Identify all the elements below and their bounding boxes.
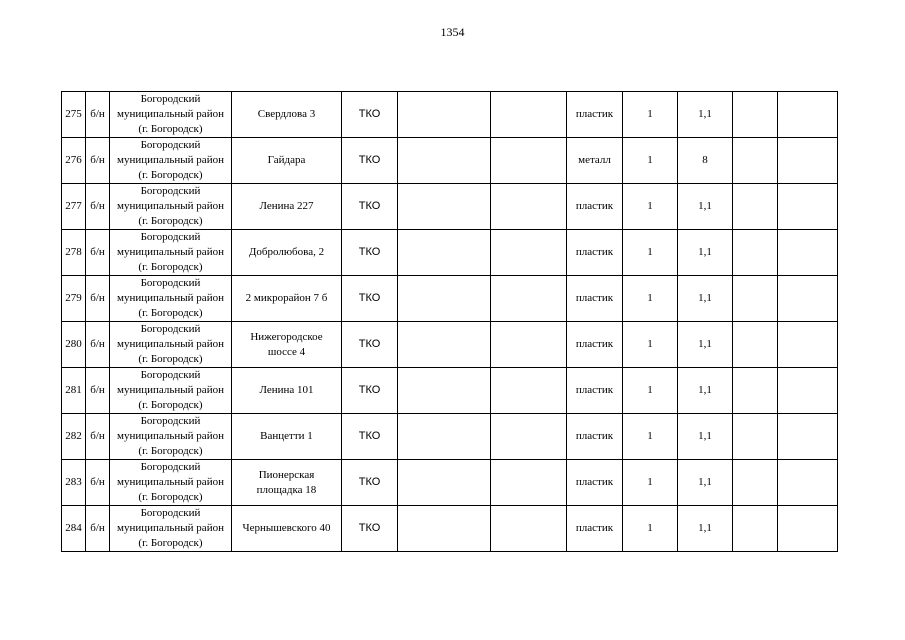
count-cell: 1 xyxy=(623,368,678,414)
district-cell-line: (г. Богородск) xyxy=(138,215,203,227)
table-row xyxy=(62,368,838,414)
district-cell xyxy=(110,230,232,276)
district-cell-line: муниципальный район xyxy=(117,384,224,396)
district-cell-line: муниципальный район xyxy=(117,476,224,488)
count-cell: 1 xyxy=(623,460,678,506)
empty-cell xyxy=(733,506,778,552)
material-cell: пластик xyxy=(567,506,623,552)
district-cell-line: муниципальный район xyxy=(117,154,224,166)
district-cell xyxy=(110,368,232,414)
empty-cell xyxy=(778,506,838,552)
district-cell-line: Богородский xyxy=(140,461,201,473)
district-cell xyxy=(110,460,232,506)
table-row xyxy=(62,138,838,184)
district-cell xyxy=(110,138,232,184)
district-cell xyxy=(110,184,232,230)
address-cell xyxy=(232,460,342,506)
district-cell xyxy=(110,276,232,322)
empty-cell xyxy=(398,414,491,460)
empty-cell xyxy=(398,322,491,368)
row-number-cell: 283 xyxy=(62,460,86,506)
district-cell-line: муниципальный район xyxy=(117,246,224,258)
empty-cell xyxy=(491,184,567,230)
empty-cell xyxy=(491,322,567,368)
address-cell-line: Ленина 101 xyxy=(259,384,314,396)
row-number-cell: 275 xyxy=(62,92,86,138)
address-cell xyxy=(232,322,342,368)
address-cell-line: площадка 18 xyxy=(256,483,317,496)
bn-cell: б/н xyxy=(86,138,110,184)
count-cell: 1 xyxy=(623,184,678,230)
material-cell: пластик xyxy=(567,92,623,138)
table-row xyxy=(62,322,838,368)
address-cell-line: Пионерская xyxy=(258,468,315,481)
district-cell-line: (г. Богородск) xyxy=(138,399,203,411)
waste-type-cell: ТКО xyxy=(342,368,398,414)
bn-cell: б/н xyxy=(86,322,110,368)
address-cell xyxy=(232,414,342,460)
row-number-cell: 284 xyxy=(62,506,86,552)
waste-type-cell: ТКО xyxy=(342,184,398,230)
empty-cell xyxy=(398,230,491,276)
bn-cell: б/н xyxy=(86,414,110,460)
empty-cell xyxy=(491,368,567,414)
empty-cell xyxy=(778,230,838,276)
district-cell-line: муниципальный район xyxy=(117,292,224,304)
empty-cell xyxy=(491,230,567,276)
empty-cell xyxy=(491,414,567,460)
volume-cell: 1,1 xyxy=(678,276,733,322)
district-cell-line: (г. Богородск) xyxy=(138,353,203,365)
empty-cell xyxy=(398,138,491,184)
district-cell-line: (г. Богородск) xyxy=(138,445,203,457)
bn-cell: б/н xyxy=(86,184,110,230)
district-cell-line: (г. Богородск) xyxy=(138,537,203,549)
count-cell: 1 xyxy=(623,92,678,138)
district-cell-line: Богородский xyxy=(140,185,201,197)
table-row xyxy=(62,92,838,138)
empty-cell xyxy=(778,368,838,414)
table-row xyxy=(62,276,838,322)
address-cell xyxy=(232,506,342,552)
empty-cell xyxy=(398,276,491,322)
district-cell-line: Богородский xyxy=(140,415,201,427)
empty-cell xyxy=(778,138,838,184)
row-number-cell: 276 xyxy=(62,138,86,184)
empty-cell xyxy=(778,184,838,230)
empty-cell xyxy=(778,322,838,368)
waste-type-cell: ТКО xyxy=(342,322,398,368)
count-cell: 1 xyxy=(623,138,678,184)
waste-type-cell: ТКО xyxy=(342,230,398,276)
district-cell-line: Богородский xyxy=(140,139,201,151)
address-cell-line: Свердлова 3 xyxy=(257,108,316,120)
count-cell: 1 xyxy=(623,230,678,276)
volume-cell: 1,1 xyxy=(678,506,733,552)
empty-cell xyxy=(778,414,838,460)
table-row xyxy=(62,506,838,552)
count-cell: 1 xyxy=(623,322,678,368)
volume-cell: 1,1 xyxy=(678,184,733,230)
volume-cell: 8 xyxy=(678,138,733,184)
material-cell: пластик xyxy=(567,414,623,460)
waste-type-cell: ТКО xyxy=(342,460,398,506)
empty-cell xyxy=(733,322,778,368)
district-cell-line: муниципальный район xyxy=(117,200,224,212)
address-cell xyxy=(232,276,342,322)
bn-cell: б/н xyxy=(86,92,110,138)
volume-cell: 1,1 xyxy=(678,414,733,460)
empty-cell xyxy=(778,92,838,138)
district-cell-line: муниципальный район xyxy=(117,430,224,442)
volume-cell: 1,1 xyxy=(678,460,733,506)
empty-cell xyxy=(733,138,778,184)
material-cell: металл xyxy=(567,138,623,184)
address-cell xyxy=(232,230,342,276)
empty-cell xyxy=(491,460,567,506)
empty-cell xyxy=(491,276,567,322)
row-number-cell: 282 xyxy=(62,414,86,460)
bn-cell: б/н xyxy=(86,230,110,276)
empty-cell xyxy=(778,276,838,322)
waste-type-cell: ТКО xyxy=(342,506,398,552)
address-cell xyxy=(232,368,342,414)
empty-cell xyxy=(398,184,491,230)
district-cell xyxy=(110,414,232,460)
address-cell-line: Гайдара xyxy=(267,154,306,166)
district-cell-line: (г. Богородск) xyxy=(138,123,203,135)
district-cell-line: Богородский xyxy=(140,507,201,519)
volume-cell: 1,1 xyxy=(678,92,733,138)
material-cell: пластик xyxy=(567,184,623,230)
district-cell xyxy=(110,322,232,368)
address-cell-line: шоссе 4 xyxy=(267,345,306,358)
row-number-cell: 281 xyxy=(62,368,86,414)
district-cell xyxy=(110,506,232,552)
material-cell: пластик xyxy=(567,368,623,414)
address-cell xyxy=(232,138,342,184)
address-cell-line: Ванцетти 1 xyxy=(260,430,313,442)
row-number-cell: 277 xyxy=(62,184,86,230)
district-cell xyxy=(110,92,232,138)
table-row xyxy=(62,414,838,460)
material-cell: пластик xyxy=(567,230,623,276)
address-cell-line: Ленина 227 xyxy=(259,200,314,212)
count-cell: 1 xyxy=(623,414,678,460)
empty-cell xyxy=(733,460,778,506)
empty-cell xyxy=(733,184,778,230)
row-number-cell: 278 xyxy=(62,230,86,276)
district-cell-line: Богородский xyxy=(140,369,201,381)
empty-cell xyxy=(733,414,778,460)
empty-cell xyxy=(398,92,491,138)
material-cell: пластик xyxy=(567,322,623,368)
table-row xyxy=(62,230,838,276)
page-number: 1354 xyxy=(440,25,465,39)
address-cell-line: Чернышевского 40 xyxy=(242,522,331,534)
empty-cell xyxy=(778,460,838,506)
empty-cell xyxy=(398,368,491,414)
empty-cell xyxy=(398,506,491,552)
waste-type-cell: ТКО xyxy=(342,414,398,460)
material-cell: пластик xyxy=(567,276,623,322)
count-cell: 1 xyxy=(623,276,678,322)
table-body xyxy=(62,92,838,552)
volume-cell: 1,1 xyxy=(678,230,733,276)
table-row xyxy=(62,184,838,230)
empty-cell xyxy=(491,506,567,552)
district-cell-line: Богородский xyxy=(140,231,201,243)
empty-cell xyxy=(733,368,778,414)
waste-site-table xyxy=(61,91,838,552)
count-cell: 1 xyxy=(623,506,678,552)
bn-cell: б/н xyxy=(86,368,110,414)
address-cell xyxy=(232,92,342,138)
address-cell-line: Нижегородское xyxy=(250,330,323,343)
district-cell-line: (г. Богородск) xyxy=(138,491,203,503)
district-cell-line: муниципальный район xyxy=(117,522,224,534)
address-cell-line: Добролюбова, 2 xyxy=(248,246,325,258)
district-cell-line: Богородский xyxy=(140,93,201,105)
volume-cell: 1,1 xyxy=(678,322,733,368)
bn-cell: б/н xyxy=(86,506,110,552)
material-cell: пластик xyxy=(567,460,623,506)
table-row xyxy=(62,460,838,506)
volume-cell: 1,1 xyxy=(678,368,733,414)
waste-type-cell: ТКО xyxy=(342,276,398,322)
district-cell-line: Богородский xyxy=(140,277,201,289)
waste-type-cell: ТКО xyxy=(342,138,398,184)
address-cell-line: 2 микрорайон 7 б xyxy=(245,292,328,304)
empty-cell xyxy=(733,92,778,138)
district-cell-line: (г. Богородск) xyxy=(138,307,203,319)
empty-cell xyxy=(733,230,778,276)
address-cell xyxy=(232,184,342,230)
empty-cell xyxy=(398,460,491,506)
district-cell-line: (г. Богородск) xyxy=(138,261,203,273)
district-cell-line: (г. Богородск) xyxy=(138,169,203,181)
district-cell-line: Богородский xyxy=(140,323,201,335)
district-cell-line: муниципальный район xyxy=(117,338,224,350)
bn-cell: б/н xyxy=(86,276,110,322)
district-cell-line: муниципальный район xyxy=(117,108,224,120)
bn-cell: б/н xyxy=(86,460,110,506)
row-number-cell: 280 xyxy=(62,322,86,368)
row-number-cell: 279 xyxy=(62,276,86,322)
waste-type-cell: ТКО xyxy=(342,92,398,138)
empty-cell xyxy=(733,276,778,322)
empty-cell xyxy=(491,92,567,138)
empty-cell xyxy=(491,138,567,184)
